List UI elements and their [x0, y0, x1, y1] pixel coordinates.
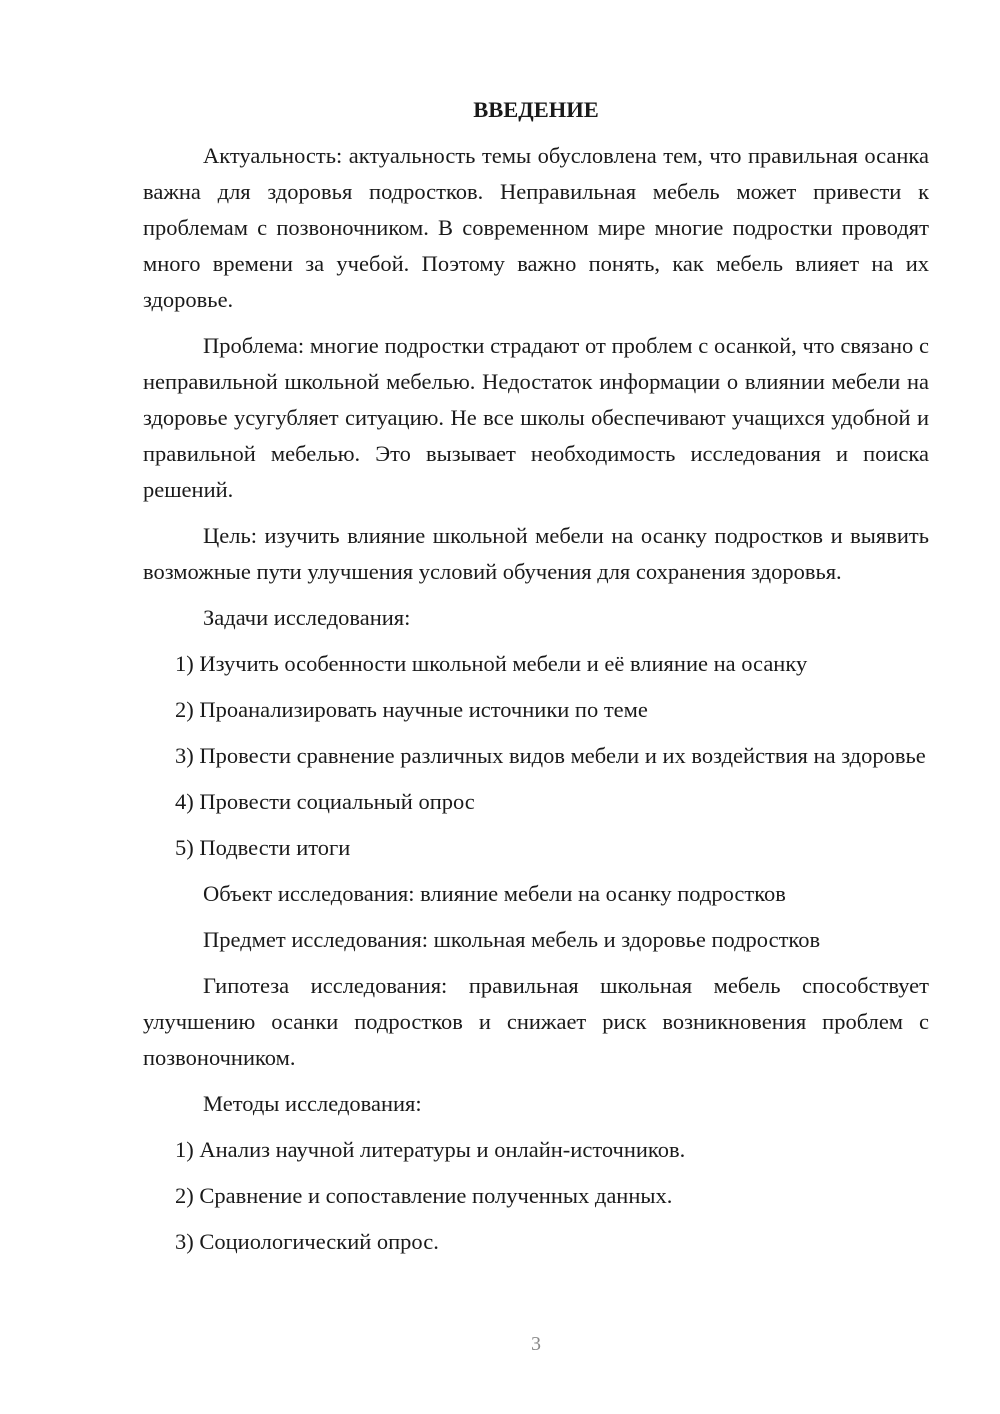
- page-number: 3: [531, 1333, 541, 1355]
- method-item-1: 1) Анализ научной литературы и онлайн-источников.: [175, 1137, 686, 1162]
- page-content: [143, 92, 929, 1270]
- problem-paragraph: Проблема: многие подростки страдают от проблем с осанкой, что связано с неправильной школьной мебелью. Недостаток информации о влиянии мебели на здоровье усугубляет ситуацию. Не все школы обеспечивают учащихся удобной и правильной мебелью. Это вызывает необходимость исследования и поиска решений.: [143, 333, 929, 502]
- goal-paragraph: Цель: изучить влияние школьной мебели на осанку подростков и выявить возможные пути улучшения условий обучения для сохранения здоровья.: [143, 523, 929, 584]
- methods-heading: Методы исследования:: [203, 1091, 422, 1116]
- task-item-3: 3) Провести сравнение различных видов мебели и их воздействия на здоровье: [175, 743, 926, 768]
- task-item-4: 4) Провести социальный опрос: [175, 789, 475, 814]
- hypothesis-paragraph: Гипотеза исследования: правильная школьная мебель способствует улучшению осанки подростков и снижает риск возникновения проблем с позвоночником.: [143, 973, 929, 1070]
- method-item-3: 3) Социологический опрос.: [175, 1229, 439, 1254]
- object-paragraph: Объект исследования: влияние мебели на осанку подростков: [203, 881, 786, 906]
- task-item-2: 2) Проанализировать научные источники по теме: [175, 697, 648, 722]
- relevance-paragraph: Актуальность: актуальность темы обусловлена тем, что правильная осанка важна для здоровья подростков. Неправильная мебель может привести к проблемам с позвоночником. В современном мире многие подростки проводят много времени за учебой. Поэтому важно понять, как мебель влияет на их здоровье.: [143, 143, 929, 312]
- section-title: ВВЕДЕНИЕ: [473, 97, 599, 122]
- tasks-heading: Задачи исследования:: [203, 605, 411, 630]
- task-item-1: 1) Изучить особенности школьной мебели и её влияние на осанку: [175, 651, 808, 676]
- task-item-5: 5) Подвести итоги: [175, 835, 351, 860]
- subject-paragraph: Предмет исследования: школьная мебель и здоровье подростков: [203, 927, 821, 952]
- method-item-2: 2) Сравнение и сопоставление полученных данных.: [175, 1183, 673, 1208]
